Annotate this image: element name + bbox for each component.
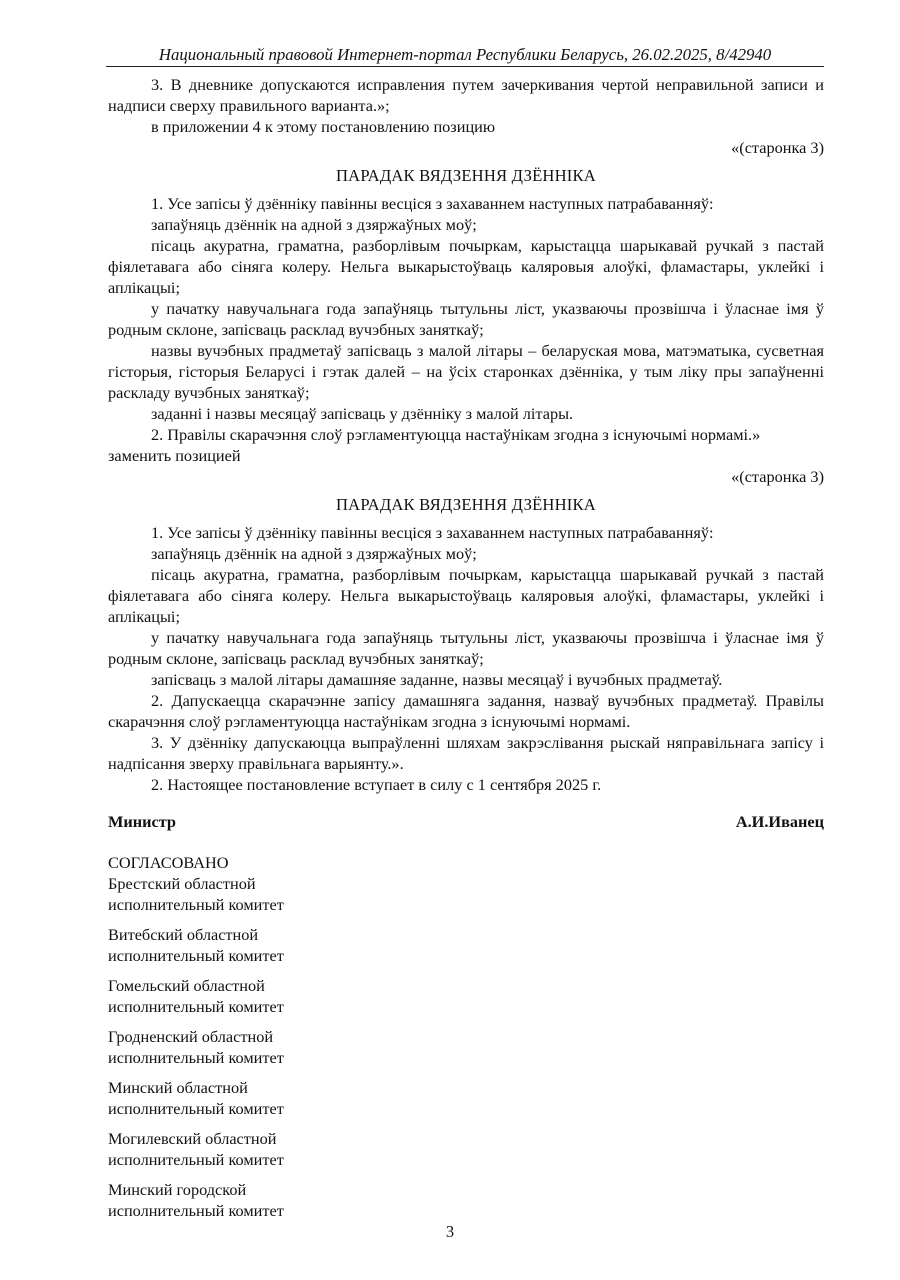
agreeing-organization: [108, 975, 824, 1017]
organization-type: исполнительный комитет: [108, 1150, 284, 1169]
agreeing-organization: [108, 1077, 824, 1119]
signature-line: [108, 811, 824, 832]
block2-paragraph: 3. У дзённіку дапускаюцца выпраўленні шляхам закрэслівання рыскай няправільнага запісу і надпісання зверху правільнага варыянту.».: [108, 733, 824, 773]
block1-paragraph: 1. Усе запісы ў дзённіку павінны весціся з захаваннем наступных патрабаванняў:: [151, 194, 714, 213]
block1-paragraph: запаўняць дзённік на адной з дзяржаўных моў;: [151, 215, 477, 234]
block1-paragraph: 2. Правілы скарачэння слоў рэгламентуюцца настаўнікам згодна з існуючымі нормамі.»: [151, 425, 761, 444]
block1-paragraph: пісаць акуратна, граматна, разборлівым почыркам, карыстацца шарыкавай ручкай з пастай фіялетавага або сіняга колеру. Нельга выкарыстоўваць каляровыя алоўкі, фламастары, уклейкі і аплікацыі;: [108, 236, 824, 297]
replace-line: заменить позицией: [108, 446, 241, 465]
organization-type: исполнительный комитет: [108, 895, 284, 914]
organization-name: Минский городской: [108, 1180, 247, 1199]
organization-type: исполнительный комитет: [108, 1099, 284, 1118]
block2-paragraph: пісаць акуратна, граматна, разборлівым почыркам, карыстацца шарыкавай ручкай з пастай фіялетавага або сіняга колеру. Нельга выкарыстоўваць каляровыя алоўкі, фламастары, уклейкі і аплікацыі;: [108, 565, 824, 626]
document-body: [108, 74, 824, 1230]
organization-type: исполнительный комитет: [108, 997, 284, 1016]
block2-paragraph: запісваць з малой літары дамашняе заданне, назвы месяцаў і вучэбных прадметаў.: [151, 670, 723, 689]
page-number: 3: [445, 1222, 455, 1241]
block1-paragraph: назвы вучэбных прадметаў запісваць з малой літары – беларуская мова, матэматыка, сусветная гісторыя, гісторыя Беларусі і гэтак далей – на ўсіх старонках дзённіка, у тым ліку пры запаўненні раскладу вучэбных заняткаў;: [108, 341, 824, 402]
organization-name: Гомельский областной: [108, 976, 265, 995]
agreed-label: СОГЛАСОВАНО: [108, 853, 229, 872]
agreeing-organization: [108, 1128, 824, 1170]
organization-name: Могилевский областной: [108, 1129, 277, 1148]
organization-type: исполнительный комитет: [108, 1201, 284, 1220]
block2-paragraph: запаўняць дзённік на адной з дзяржаўных моў;: [151, 544, 477, 563]
block2-paragraph: 2. Дапускаецца скарачэнне запісу дамашняга задання, назваў вучэбных прадметаў. Правілы скарачэння слоў рэгламентуюцца настаўнікам згодна з існуючымі нормамі.: [108, 691, 824, 731]
organization-type: исполнительный комитет: [108, 946, 284, 965]
agreeing-organization: [108, 1026, 824, 1068]
block1-paragraph: у пачатку навучальнага года запаўняць тытульны ліст, указваючы прозвішча і ўласнае імя ў родным склоне, запісваць расклад вучэбных заняткаў;: [108, 299, 824, 339]
organization-name: Брестский областной: [108, 874, 256, 893]
organization-name: Витебский областной: [108, 925, 259, 944]
intro-paragraph-1: 3. В дневнике допускаются исправления путем зачеркивания чертой неправильной записи и надписи сверху правильного варианта.»;: [108, 75, 824, 115]
intro-paragraph-2: в приложении 4 к этому постановлению позицию: [151, 117, 496, 136]
effective-date-paragraph: 2. Настоящее постановление вступает в силу с 1 сентября 2025 г.: [151, 775, 602, 794]
signatory-position: Министр: [108, 812, 176, 831]
portal-header: Национальный правовой Интернет-портал Республики Беларусь, 26.02.2025, 8/42940: [106, 45, 824, 67]
agreeing-organization: [108, 1179, 824, 1221]
block2-page-ref: «(старонка 3): [731, 467, 824, 486]
signatory-name: А.И.Иванец: [735, 812, 824, 831]
organization-name: Минский областной: [108, 1078, 248, 1097]
block1-paragraph: заданні і назвы месяцаў запісваць у дзённіку з малой літары.: [151, 404, 574, 423]
organization-type: исполнительный комитет: [108, 1048, 284, 1067]
block2-title: ПАРАДАК ВЯДЗЕННЯ ДЗЁННІКА: [336, 495, 596, 514]
agreed-section: [108, 852, 824, 1221]
block1-page-ref: «(старонка 3): [731, 138, 824, 157]
block1-title: ПАРАДАК ВЯДЗЕННЯ ДЗЁННІКА: [336, 166, 596, 185]
block2-paragraph: 1. Усе запісы ў дзённіку павінны весціся з захаваннем наступных патрабаванняў:: [151, 523, 714, 542]
organization-name: Гродненский областной: [108, 1027, 274, 1046]
agreeing-organization: [108, 924, 824, 966]
block2-paragraph: у пачатку навучальнага года запаўняць тытульны ліст, указваючы прозвішча і ўласнае імя ў родным склоне, запісваць расклад вучэбных заняткаў;: [108, 628, 824, 668]
agreeing-organization: [108, 873, 824, 915]
